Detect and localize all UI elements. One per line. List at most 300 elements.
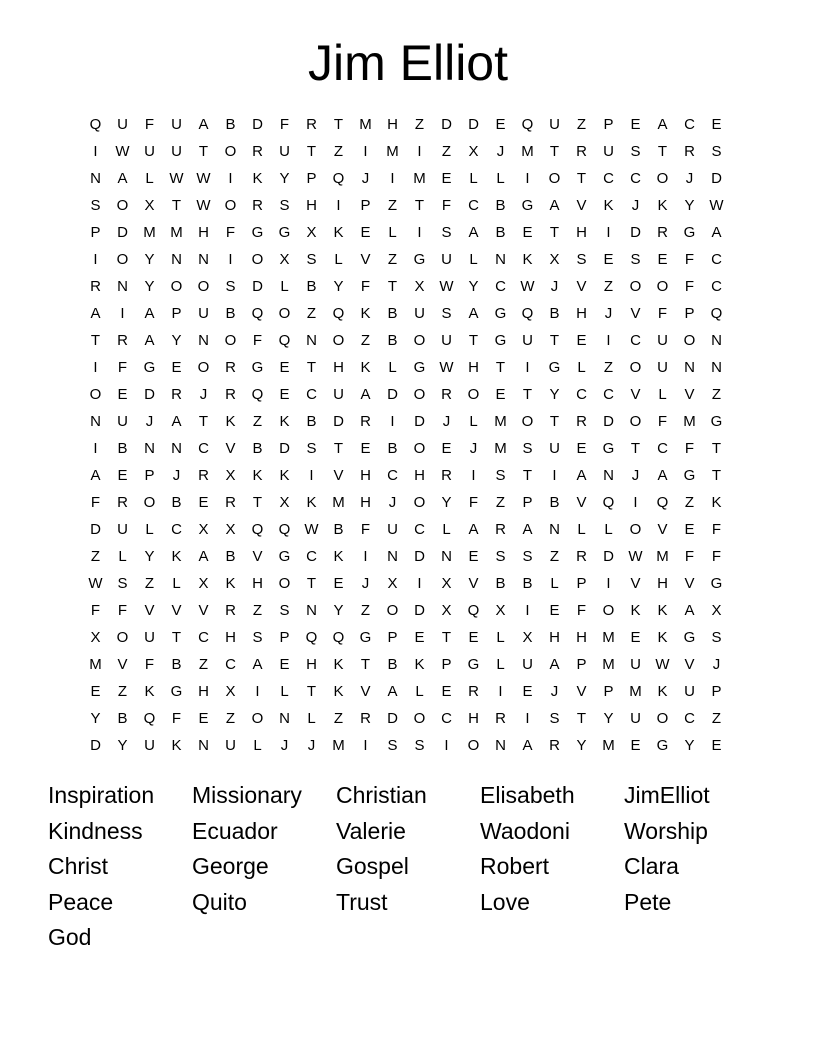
- grid-letter[interactable]: P: [387, 629, 398, 646]
- grid-letter[interactable]: Y: [90, 710, 101, 727]
- grid-letter[interactable]: W: [304, 521, 319, 538]
- grid-letter[interactable]: O: [413, 710, 426, 727]
- grid-letter[interactable]: A: [522, 737, 533, 754]
- grid-letter[interactable]: E: [333, 575, 344, 592]
- grid-letter[interactable]: R: [495, 710, 506, 727]
- grid-letter[interactable]: Y: [468, 278, 479, 295]
- grid-letter[interactable]: J: [631, 467, 640, 484]
- grid-letter[interactable]: T: [306, 575, 317, 592]
- grid-letter[interactable]: U: [522, 332, 533, 349]
- grid-letter[interactable]: Z: [198, 656, 209, 673]
- grid-letter[interactable]: L: [442, 521, 451, 538]
- grid-letter[interactable]: G: [602, 440, 615, 457]
- grid-letter[interactable]: T: [252, 494, 263, 511]
- grid-letter[interactable]: L: [496, 629, 505, 646]
- grid-letter[interactable]: S: [576, 251, 587, 268]
- grid-letter[interactable]: E: [495, 386, 506, 403]
- grid-letter[interactable]: L: [280, 683, 289, 700]
- grid-letter[interactable]: S: [711, 143, 722, 160]
- grid-letter[interactable]: V: [171, 602, 182, 619]
- grid-letter[interactable]: O: [548, 170, 561, 187]
- grid-letter[interactable]: I: [417, 224, 422, 241]
- grid-letter[interactable]: B: [333, 521, 344, 538]
- grid-letter[interactable]: L: [577, 521, 586, 538]
- grid-letter[interactable]: U: [198, 305, 209, 322]
- grid-letter[interactable]: L: [496, 170, 505, 187]
- grid-letter[interactable]: Q: [710, 305, 723, 322]
- grid-letter[interactable]: V: [252, 548, 263, 565]
- grid-letter[interactable]: Z: [252, 602, 263, 619]
- grid-letter[interactable]: N: [198, 332, 209, 349]
- grid-letter[interactable]: P: [441, 656, 452, 673]
- grid-letter[interactable]: B: [495, 575, 506, 592]
- grid-letter[interactable]: R: [225, 494, 236, 511]
- grid-letter[interactable]: U: [225, 737, 236, 754]
- grid-letter[interactable]: H: [198, 224, 209, 241]
- grid-letter[interactable]: Z: [117, 683, 128, 700]
- grid-letter[interactable]: B: [171, 656, 182, 673]
- grid-letter[interactable]: E: [603, 251, 614, 268]
- grid-letter[interactable]: K: [657, 629, 668, 646]
- grid-letter[interactable]: A: [657, 116, 668, 133]
- grid-letter[interactable]: I: [93, 440, 98, 457]
- grid-letter[interactable]: O: [521, 413, 534, 430]
- grid-letter[interactable]: H: [306, 656, 317, 673]
- grid-letter[interactable]: A: [576, 467, 587, 484]
- grid-letter[interactable]: P: [306, 170, 317, 187]
- grid-letter[interactable]: O: [278, 575, 291, 592]
- grid-letter[interactable]: Q: [332, 170, 345, 187]
- grid-letter[interactable]: K: [603, 197, 614, 214]
- grid-letter[interactable]: L: [307, 710, 316, 727]
- grid-letter[interactable]: E: [630, 116, 641, 133]
- grid-letter[interactable]: A: [90, 467, 101, 484]
- grid-letter[interactable]: C: [711, 278, 722, 295]
- grid-letter[interactable]: Y: [144, 548, 155, 565]
- grid-letter[interactable]: K: [252, 170, 263, 187]
- grid-letter[interactable]: L: [388, 359, 397, 376]
- grid-letter[interactable]: D: [252, 116, 263, 133]
- grid-letter[interactable]: I: [390, 413, 395, 430]
- grid-letter[interactable]: E: [576, 332, 587, 349]
- grid-letter[interactable]: U: [522, 656, 533, 673]
- grid-letter[interactable]: J: [550, 683, 559, 700]
- grid-letter[interactable]: L: [469, 413, 478, 430]
- grid-letter[interactable]: Y: [117, 737, 128, 754]
- grid-letter[interactable]: T: [711, 440, 722, 457]
- grid-letter[interactable]: U: [144, 737, 155, 754]
- grid-letter[interactable]: I: [93, 143, 98, 160]
- grid-letter[interactable]: F: [252, 332, 263, 349]
- grid-letter[interactable]: X: [225, 683, 236, 700]
- grid-letter[interactable]: T: [90, 332, 101, 349]
- grid-letter[interactable]: T: [549, 224, 560, 241]
- grid-letter[interactable]: K: [657, 197, 668, 214]
- grid-letter[interactable]: M: [413, 170, 426, 187]
- grid-letter[interactable]: T: [198, 143, 209, 160]
- grid-letter[interactable]: F: [684, 278, 695, 295]
- grid-letter[interactable]: R: [171, 386, 182, 403]
- grid-letter[interactable]: A: [468, 305, 479, 322]
- grid-letter[interactable]: T: [522, 386, 533, 403]
- grid-letter[interactable]: E: [522, 224, 533, 241]
- grid-letter[interactable]: E: [468, 629, 479, 646]
- grid-letter[interactable]: V: [576, 683, 587, 700]
- grid-letter[interactable]: B: [387, 440, 398, 457]
- grid-letter[interactable]: D: [630, 224, 641, 241]
- grid-letter[interactable]: U: [117, 521, 128, 538]
- grid-letter[interactable]: I: [120, 305, 125, 322]
- grid-letter[interactable]: P: [279, 629, 290, 646]
- grid-letter[interactable]: V: [630, 305, 641, 322]
- grid-letter[interactable]: F: [171, 710, 182, 727]
- grid-letter[interactable]: R: [117, 332, 128, 349]
- grid-letter[interactable]: H: [414, 467, 425, 484]
- grid-letter[interactable]: W: [115, 143, 130, 160]
- grid-letter[interactable]: M: [170, 224, 183, 241]
- grid-letter[interactable]: T: [171, 629, 182, 646]
- grid-letter[interactable]: Y: [603, 710, 614, 727]
- grid-letter[interactable]: I: [363, 143, 368, 160]
- grid-letter[interactable]: C: [441, 710, 452, 727]
- grid-letter[interactable]: Y: [333, 602, 344, 619]
- grid-letter[interactable]: H: [576, 305, 587, 322]
- grid-letter[interactable]: O: [629, 278, 642, 295]
- grid-letter[interactable]: S: [117, 575, 128, 592]
- grid-letter[interactable]: R: [306, 116, 317, 133]
- grid-letter[interactable]: F: [117, 602, 128, 619]
- grid-letter[interactable]: O: [629, 359, 642, 376]
- grid-letter[interactable]: O: [656, 170, 669, 187]
- grid-letter[interactable]: S: [630, 143, 641, 160]
- grid-letter[interactable]: X: [198, 521, 209, 538]
- grid-letter[interactable]: G: [521, 197, 534, 214]
- grid-letter[interactable]: F: [225, 224, 236, 241]
- grid-letter[interactable]: Q: [251, 305, 264, 322]
- grid-letter[interactable]: R: [90, 278, 101, 295]
- grid-letter[interactable]: H: [198, 683, 209, 700]
- grid-letter[interactable]: E: [279, 656, 290, 673]
- grid-letter[interactable]: U: [387, 521, 398, 538]
- grid-letter[interactable]: E: [117, 386, 128, 403]
- grid-letter[interactable]: Q: [656, 494, 669, 511]
- grid-letter[interactable]: L: [604, 521, 613, 538]
- grid-letter[interactable]: P: [522, 494, 533, 511]
- grid-letter[interactable]: C: [603, 170, 614, 187]
- grid-letter[interactable]: Q: [305, 629, 318, 646]
- grid-letter[interactable]: J: [361, 575, 370, 592]
- grid-letter[interactable]: U: [549, 440, 560, 457]
- grid-letter[interactable]: O: [413, 386, 426, 403]
- grid-letter[interactable]: P: [603, 116, 614, 133]
- grid-letter[interactable]: F: [657, 305, 668, 322]
- grid-letter[interactable]: O: [629, 413, 642, 430]
- grid-letter[interactable]: O: [224, 332, 237, 349]
- grid-letter[interactable]: G: [710, 413, 723, 430]
- grid-letter[interactable]: E: [360, 224, 371, 241]
- grid-letter[interactable]: C: [225, 656, 236, 673]
- grid-letter[interactable]: O: [413, 494, 426, 511]
- grid-letter[interactable]: U: [144, 143, 155, 160]
- grid-letter[interactable]: I: [363, 737, 368, 754]
- grid-letter[interactable]: E: [360, 440, 371, 457]
- grid-letter[interactable]: Q: [143, 710, 156, 727]
- grid-letter[interactable]: X: [144, 197, 155, 214]
- grid-letter[interactable]: U: [657, 332, 668, 349]
- grid-letter[interactable]: D: [414, 548, 425, 565]
- grid-letter[interactable]: X: [90, 629, 101, 646]
- grid-letter[interactable]: L: [172, 575, 181, 592]
- grid-letter[interactable]: T: [441, 629, 452, 646]
- grid-letter[interactable]: N: [171, 440, 182, 457]
- grid-letter[interactable]: C: [387, 467, 398, 484]
- grid-letter[interactable]: J: [631, 197, 640, 214]
- grid-letter[interactable]: X: [522, 629, 533, 646]
- grid-letter[interactable]: Z: [90, 548, 101, 565]
- grid-letter[interactable]: T: [711, 467, 722, 484]
- grid-letter[interactable]: B: [387, 656, 398, 673]
- grid-letter[interactable]: A: [117, 170, 128, 187]
- grid-letter[interactable]: X: [198, 575, 209, 592]
- grid-letter[interactable]: E: [630, 737, 641, 754]
- grid-letter[interactable]: C: [630, 332, 641, 349]
- grid-letter[interactable]: O: [413, 332, 426, 349]
- grid-letter[interactable]: J: [280, 737, 289, 754]
- grid-letter[interactable]: T: [387, 278, 398, 295]
- grid-letter[interactable]: Z: [495, 494, 506, 511]
- grid-letter[interactable]: J: [712, 656, 721, 673]
- grid-letter[interactable]: E: [495, 116, 506, 133]
- grid-letter[interactable]: J: [172, 467, 181, 484]
- grid-letter[interactable]: G: [467, 656, 480, 673]
- grid-letter[interactable]: F: [576, 602, 587, 619]
- grid-letter[interactable]: M: [602, 629, 615, 646]
- grid-letter[interactable]: Z: [711, 386, 722, 403]
- grid-letter[interactable]: E: [198, 710, 209, 727]
- grid-letter[interactable]: D: [441, 116, 452, 133]
- grid-letter[interactable]: R: [198, 467, 209, 484]
- grid-letter[interactable]: O: [629, 521, 642, 538]
- grid-letter[interactable]: R: [468, 683, 479, 700]
- grid-letter[interactable]: H: [657, 575, 668, 592]
- grid-letter[interactable]: X: [414, 278, 425, 295]
- grid-letter[interactable]: O: [332, 332, 345, 349]
- grid-letter[interactable]: Y: [171, 332, 182, 349]
- grid-letter[interactable]: Y: [576, 737, 587, 754]
- grid-letter[interactable]: I: [228, 170, 233, 187]
- grid-letter[interactable]: W: [439, 278, 454, 295]
- grid-letter[interactable]: L: [280, 278, 289, 295]
- grid-letter[interactable]: E: [279, 386, 290, 403]
- grid-letter[interactable]: N: [306, 332, 317, 349]
- grid-letter[interactable]: L: [145, 521, 154, 538]
- grid-letter[interactable]: J: [685, 170, 694, 187]
- grid-letter[interactable]: X: [279, 494, 290, 511]
- grid-letter[interactable]: T: [495, 359, 506, 376]
- grid-letter[interactable]: V: [630, 386, 641, 403]
- grid-letter[interactable]: O: [197, 278, 210, 295]
- grid-letter[interactable]: S: [495, 467, 506, 484]
- grid-letter[interactable]: V: [117, 656, 128, 673]
- grid-letter[interactable]: Z: [306, 305, 317, 322]
- grid-letter[interactable]: B: [522, 575, 533, 592]
- grid-letter[interactable]: H: [306, 197, 317, 214]
- grid-letter[interactable]: P: [171, 305, 182, 322]
- grid-letter[interactable]: D: [414, 602, 425, 619]
- grid-letter[interactable]: X: [711, 602, 722, 619]
- grid-letter[interactable]: J: [442, 413, 451, 430]
- grid-letter[interactable]: A: [144, 332, 155, 349]
- grid-letter[interactable]: O: [116, 251, 129, 268]
- grid-letter[interactable]: M: [332, 494, 345, 511]
- grid-letter[interactable]: R: [657, 224, 668, 241]
- grid-letter[interactable]: K: [279, 467, 290, 484]
- grid-letter[interactable]: W: [439, 359, 454, 376]
- grid-letter[interactable]: P: [603, 683, 614, 700]
- grid-letter[interactable]: V: [684, 656, 695, 673]
- grid-letter[interactable]: X: [279, 251, 290, 268]
- grid-letter[interactable]: R: [441, 467, 452, 484]
- grid-letter[interactable]: Y: [684, 737, 695, 754]
- grid-letter[interactable]: K: [414, 656, 425, 673]
- grid-letter[interactable]: E: [441, 170, 452, 187]
- grid-letter[interactable]: N: [495, 251, 506, 268]
- grid-letter[interactable]: G: [494, 332, 507, 349]
- grid-letter[interactable]: M: [143, 224, 156, 241]
- grid-letter[interactable]: E: [198, 494, 209, 511]
- grid-letter[interactable]: C: [414, 521, 425, 538]
- grid-letter[interactable]: Z: [576, 116, 587, 133]
- grid-letter[interactable]: X: [468, 143, 479, 160]
- grid-letter[interactable]: O: [278, 305, 291, 322]
- grid-letter[interactable]: T: [549, 143, 560, 160]
- grid-letter[interactable]: H: [225, 629, 236, 646]
- grid-letter[interactable]: M: [602, 656, 615, 673]
- grid-letter[interactable]: X: [441, 602, 452, 619]
- grid-letter[interactable]: R: [441, 386, 452, 403]
- grid-letter[interactable]: R: [549, 737, 560, 754]
- grid-letter[interactable]: C: [198, 440, 209, 457]
- grid-letter[interactable]: G: [413, 359, 426, 376]
- grid-letter[interactable]: J: [388, 494, 397, 511]
- grid-letter[interactable]: F: [360, 278, 371, 295]
- grid-letter[interactable]: B: [225, 305, 236, 322]
- grid-letter[interactable]: D: [252, 278, 263, 295]
- grid-letter[interactable]: D: [279, 440, 290, 457]
- grid-letter[interactable]: W: [196, 197, 211, 214]
- grid-letter[interactable]: F: [279, 116, 290, 133]
- grid-letter[interactable]: G: [278, 224, 291, 241]
- grid-letter[interactable]: N: [198, 737, 209, 754]
- grid-letter[interactable]: B: [549, 494, 560, 511]
- grid-letter[interactable]: O: [116, 197, 129, 214]
- grid-letter[interactable]: Y: [333, 278, 344, 295]
- grid-letter[interactable]: T: [549, 413, 560, 430]
- grid-letter[interactable]: K: [657, 602, 668, 619]
- grid-letter[interactable]: V: [198, 602, 209, 619]
- grid-letter[interactable]: F: [90, 602, 101, 619]
- grid-letter[interactable]: W: [628, 548, 643, 565]
- grid-letter[interactable]: A: [468, 521, 479, 538]
- grid-letter[interactable]: U: [279, 143, 290, 160]
- grid-letter[interactable]: I: [606, 332, 611, 349]
- grid-letter[interactable]: E: [549, 602, 560, 619]
- grid-letter[interactable]: R: [576, 548, 587, 565]
- grid-letter[interactable]: K: [657, 683, 668, 700]
- grid-letter[interactable]: D: [90, 521, 101, 538]
- grid-letter[interactable]: S: [630, 251, 641, 268]
- grid-letter[interactable]: R: [576, 413, 587, 430]
- grid-letter[interactable]: J: [550, 278, 559, 295]
- grid-letter[interactable]: K: [171, 548, 182, 565]
- grid-letter[interactable]: V: [576, 197, 587, 214]
- grid-letter[interactable]: B: [117, 710, 128, 727]
- grid-letter[interactable]: V: [576, 278, 587, 295]
- grid-letter[interactable]: X: [495, 602, 506, 619]
- grid-letter[interactable]: W: [520, 278, 535, 295]
- grid-letter[interactable]: A: [90, 305, 101, 322]
- grid-letter[interactable]: M: [602, 737, 615, 754]
- grid-letter[interactable]: N: [306, 602, 317, 619]
- grid-letter[interactable]: X: [441, 575, 452, 592]
- grid-letter[interactable]: U: [117, 116, 128, 133]
- grid-letter[interactable]: Z: [603, 359, 614, 376]
- grid-letter[interactable]: Y: [144, 278, 155, 295]
- grid-letter[interactable]: K: [711, 494, 722, 511]
- grid-letter[interactable]: P: [90, 224, 101, 241]
- grid-letter[interactable]: X: [225, 521, 236, 538]
- grid-letter[interactable]: O: [413, 440, 426, 457]
- grid-letter[interactable]: D: [387, 386, 398, 403]
- grid-letter[interactable]: X: [306, 224, 317, 241]
- grid-letter[interactable]: L: [469, 170, 478, 187]
- grid-letter[interactable]: F: [90, 494, 101, 511]
- grid-letter[interactable]: R: [360, 710, 371, 727]
- grid-letter[interactable]: E: [414, 629, 425, 646]
- grid-letter[interactable]: B: [387, 332, 398, 349]
- grid-letter[interactable]: E: [711, 737, 722, 754]
- grid-letter[interactable]: D: [333, 413, 344, 430]
- grid-letter[interactable]: U: [657, 359, 668, 376]
- grid-letter[interactable]: G: [683, 224, 696, 241]
- grid-letter[interactable]: T: [657, 143, 668, 160]
- grid-letter[interactable]: G: [683, 467, 696, 484]
- grid-letter[interactable]: G: [413, 251, 426, 268]
- grid-letter[interactable]: C: [495, 278, 506, 295]
- grid-letter[interactable]: D: [603, 548, 614, 565]
- grid-letter[interactable]: D: [117, 224, 128, 241]
- grid-letter[interactable]: P: [684, 305, 695, 322]
- grid-letter[interactable]: Q: [251, 386, 264, 403]
- grid-letter[interactable]: S: [279, 602, 290, 619]
- grid-letter[interactable]: U: [630, 656, 641, 673]
- grid-letter[interactable]: K: [225, 575, 236, 592]
- grid-letter[interactable]: N: [441, 548, 452, 565]
- grid-letter[interactable]: O: [602, 602, 615, 619]
- grid-letter[interactable]: I: [525, 602, 530, 619]
- grid-letter[interactable]: C: [198, 629, 209, 646]
- grid-letter[interactable]: H: [576, 224, 587, 241]
- grid-letter[interactable]: E: [441, 440, 452, 457]
- grid-letter[interactable]: Z: [252, 413, 263, 430]
- grid-letter[interactable]: C: [306, 386, 317, 403]
- grid-letter[interactable]: N: [90, 170, 101, 187]
- grid-letter[interactable]: I: [498, 683, 503, 700]
- grid-letter[interactable]: M: [521, 143, 534, 160]
- grid-letter[interactable]: Q: [278, 332, 291, 349]
- grid-letter[interactable]: Q: [332, 629, 345, 646]
- grid-letter[interactable]: Q: [602, 494, 615, 511]
